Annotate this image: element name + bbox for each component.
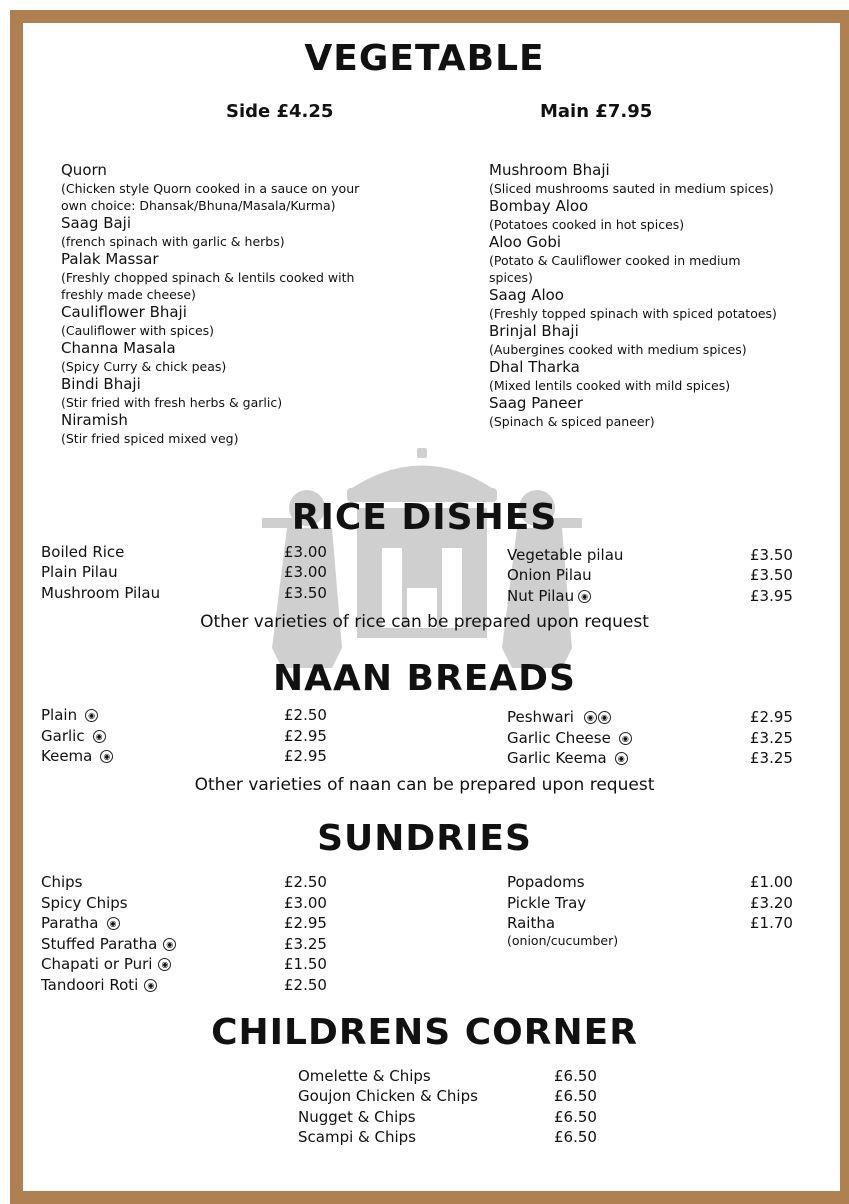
item-description: (Spinach & spiced paneer) bbox=[489, 414, 655, 429]
vegetable-right-list bbox=[489, 161, 804, 430]
allergen-icon: ◉ bbox=[584, 711, 597, 724]
menu-row bbox=[41, 934, 331, 954]
item-name-text: Garlic Cheese bbox=[507, 729, 611, 747]
menu-row bbox=[298, 1127, 598, 1147]
rice-note: Other varieties of rice can be prepared upon request bbox=[200, 612, 649, 632]
item-name bbox=[507, 728, 632, 748]
item-price: £3.00 bbox=[284, 563, 327, 581]
menu-row bbox=[41, 975, 331, 995]
item-name: Pickle Tray bbox=[507, 894, 587, 912]
item-name-text: Chapati or Puri bbox=[41, 955, 153, 973]
item-price: £3.25 bbox=[284, 935, 327, 953]
vegetable-left-list bbox=[61, 161, 361, 447]
menu-row bbox=[507, 748, 792, 768]
menu-row bbox=[298, 1107, 598, 1127]
allergen-icon: ◉ bbox=[144, 979, 157, 992]
menu-row bbox=[298, 1086, 598, 1106]
item-price: £2.95 bbox=[284, 747, 327, 765]
menu-item bbox=[61, 411, 361, 447]
item-price: £3.20 bbox=[750, 894, 793, 912]
item-name bbox=[41, 913, 120, 933]
item-name-text: Tandoori Roti bbox=[41, 976, 139, 994]
item-name bbox=[41, 934, 176, 954]
item-name: Cauliflower Bhaji bbox=[61, 303, 187, 321]
allergen-icon: ◉ bbox=[93, 730, 106, 743]
item-description: (Chicken style Quorn cooked in a sauce on your own choice: Dhansak/Bhuna/Masala/Kurma) bbox=[61, 181, 360, 213]
item-name: Niramish bbox=[61, 411, 128, 429]
menu-item bbox=[61, 375, 361, 411]
item-price: £3.25 bbox=[750, 749, 793, 767]
item-name bbox=[507, 748, 628, 768]
allergen-icon: ◉ bbox=[158, 958, 171, 971]
item-name: Onion Pilau bbox=[507, 566, 592, 584]
item-name-text: Stuffed Paratha bbox=[41, 935, 158, 953]
item-name: Nugget & Chips bbox=[298, 1108, 416, 1126]
menu-item bbox=[489, 161, 804, 197]
item-price: £3.50 bbox=[750, 546, 793, 564]
side-price: Side £4.25 bbox=[226, 101, 334, 122]
allergen-icon: ◉ bbox=[578, 590, 591, 603]
menu-row bbox=[507, 893, 792, 913]
menu-item bbox=[61, 161, 361, 214]
item-name bbox=[41, 705, 98, 725]
menu-row bbox=[507, 728, 792, 748]
allergen-icon: ◉ bbox=[615, 752, 628, 765]
item-price: £3.95 bbox=[750, 587, 793, 605]
menu-row bbox=[507, 545, 792, 565]
item-description: (Freshly topped spinach with spiced potatoes) bbox=[489, 306, 777, 321]
item-name bbox=[41, 746, 113, 766]
item-price: £2.95 bbox=[284, 914, 327, 932]
item-name-text: Paratha bbox=[41, 914, 99, 932]
item-price: £6.50 bbox=[554, 1087, 597, 1105]
item-price: £1.70 bbox=[750, 914, 793, 932]
item-description: (Potato & Cauliflower cooked in medium spices) bbox=[489, 253, 741, 285]
menu-row bbox=[507, 586, 792, 606]
item-price: £2.50 bbox=[284, 873, 327, 891]
item-name bbox=[507, 707, 611, 727]
allergen-icon: ◉ bbox=[107, 917, 120, 930]
menu-item bbox=[61, 303, 361, 339]
naan-note: Other varieties of naan can be prepared upon request bbox=[194, 775, 655, 795]
item-price: £3.50 bbox=[284, 584, 327, 602]
item-description: (Stir fried spiced mixed veg) bbox=[61, 431, 239, 446]
item-name-text: Peshwari bbox=[507, 708, 574, 726]
item-price: £1.00 bbox=[750, 873, 793, 891]
main-price: Main £7.95 bbox=[540, 101, 653, 122]
item-description: (onion/cucumber) bbox=[507, 933, 619, 948]
menu-item bbox=[489, 197, 804, 233]
item-price: £3.00 bbox=[284, 543, 327, 561]
menu-item bbox=[61, 250, 361, 303]
item-description: (Potatoes cooked in hot spices) bbox=[489, 217, 685, 232]
item-description: (Spicy Curry & chick peas) bbox=[61, 359, 227, 374]
item-price: £2.95 bbox=[750, 708, 793, 726]
naan-heading: NAAN BREADS bbox=[273, 658, 576, 699]
allergen-icon: ◉ bbox=[100, 750, 113, 763]
item-name: Vegetable pilau bbox=[507, 546, 624, 564]
item-price: £3.25 bbox=[750, 729, 793, 747]
item-name: Mushroom Pilau bbox=[41, 584, 161, 602]
item-name: Omelette & Chips bbox=[298, 1067, 431, 1085]
item-price: £3.50 bbox=[750, 566, 793, 584]
menu-item bbox=[489, 358, 804, 394]
allergen-icon: ◉ bbox=[85, 709, 98, 722]
menu-row bbox=[41, 705, 331, 725]
item-name-text: Keema bbox=[41, 747, 93, 765]
item-name bbox=[41, 954, 171, 974]
item-name: Saag Paneer bbox=[489, 394, 583, 412]
item-name: Boiled Rice bbox=[41, 543, 125, 561]
menu-row bbox=[507, 872, 792, 892]
menu-row bbox=[41, 562, 331, 582]
allergen-icon: ◉ bbox=[619, 732, 632, 745]
item-description: (Sliced mushrooms sauted in medium spices) bbox=[489, 181, 774, 196]
item-price: £3.00 bbox=[284, 894, 327, 912]
item-name: Scampi & Chips bbox=[298, 1128, 416, 1146]
item-name: Quorn bbox=[61, 161, 107, 179]
menu-row bbox=[507, 565, 792, 585]
vegetable-heading: VEGETABLE bbox=[304, 38, 545, 79]
item-price: £1.50 bbox=[284, 955, 327, 973]
item-price: £2.95 bbox=[284, 727, 327, 745]
item-price: £6.50 bbox=[554, 1067, 597, 1085]
item-name: Mushroom Bhaji bbox=[489, 161, 610, 179]
item-name: Aloo Gobi bbox=[489, 233, 562, 251]
menu-row bbox=[41, 746, 331, 766]
menu-row bbox=[41, 542, 331, 562]
menu-item bbox=[489, 286, 804, 322]
item-name: Brinjal Bhaji bbox=[489, 322, 579, 340]
item-name bbox=[41, 726, 106, 746]
menu-row bbox=[41, 872, 331, 892]
item-description: (Mixed lentils cooked with mild spices) bbox=[489, 378, 731, 393]
item-name-text: Garlic bbox=[41, 727, 85, 745]
item-price: £2.50 bbox=[284, 976, 327, 994]
menu-row bbox=[507, 707, 792, 727]
item-name-text: Nut Pilau bbox=[507, 587, 575, 605]
item-description: (Freshly chopped spinach & lentils cooked with freshly made cheese) bbox=[61, 270, 355, 302]
item-name: Saag Baji bbox=[61, 214, 132, 232]
menu-item bbox=[61, 339, 361, 375]
item-name: Popadoms bbox=[507, 873, 585, 891]
menu-item bbox=[489, 394, 804, 430]
item-name: Goujon Chicken & Chips bbox=[298, 1087, 478, 1105]
menu-row bbox=[41, 583, 331, 603]
item-name: Bindi Bhaji bbox=[61, 375, 141, 393]
item-name: Channa Masala bbox=[61, 339, 176, 357]
item-name: Palak Massar bbox=[61, 250, 159, 268]
sundries-heading: SUNDRIES bbox=[317, 818, 532, 859]
item-description: (Cauliflower with spices) bbox=[61, 323, 215, 338]
item-name: Chips bbox=[41, 873, 83, 891]
menu-row bbox=[507, 913, 792, 933]
item-name: Dhal Tharka bbox=[489, 358, 580, 376]
item-name bbox=[507, 586, 591, 606]
item-description: (Stir fried with fresh herbs & garlic) bbox=[61, 395, 283, 410]
menu-item bbox=[61, 214, 361, 250]
item-name: Spicy Chips bbox=[41, 894, 128, 912]
menu-item bbox=[489, 322, 804, 358]
menu-item bbox=[489, 233, 804, 286]
menu-row bbox=[41, 893, 331, 913]
item-price: £6.50 bbox=[554, 1108, 597, 1126]
item-price: £6.50 bbox=[554, 1128, 597, 1146]
allergen-icon: ◉ bbox=[163, 938, 176, 951]
menu-row bbox=[298, 1066, 598, 1086]
children-heading: CHILDRENS CORNER bbox=[211, 1012, 638, 1053]
menu-row bbox=[41, 913, 331, 933]
item-name-text: Plain bbox=[41, 706, 78, 724]
item-name bbox=[41, 975, 157, 995]
rice-heading: RICE DISHES bbox=[291, 497, 558, 538]
item-description: (french spinach with garlic & herbs) bbox=[61, 234, 285, 249]
item-name: Bombay Aloo bbox=[489, 197, 589, 215]
item-name: Plain Pilau bbox=[41, 563, 118, 581]
item-name-text: Garlic Keema bbox=[507, 749, 607, 767]
menu-row bbox=[41, 726, 331, 746]
item-description: (Aubergines cooked with medium spices) bbox=[489, 342, 747, 357]
item-name: Raitha bbox=[507, 914, 556, 932]
allergen-icon: ◉ bbox=[598, 711, 611, 724]
item-price: £2.50 bbox=[284, 706, 327, 724]
menu-row bbox=[41, 954, 331, 974]
item-name: Saag Aloo bbox=[489, 286, 564, 304]
